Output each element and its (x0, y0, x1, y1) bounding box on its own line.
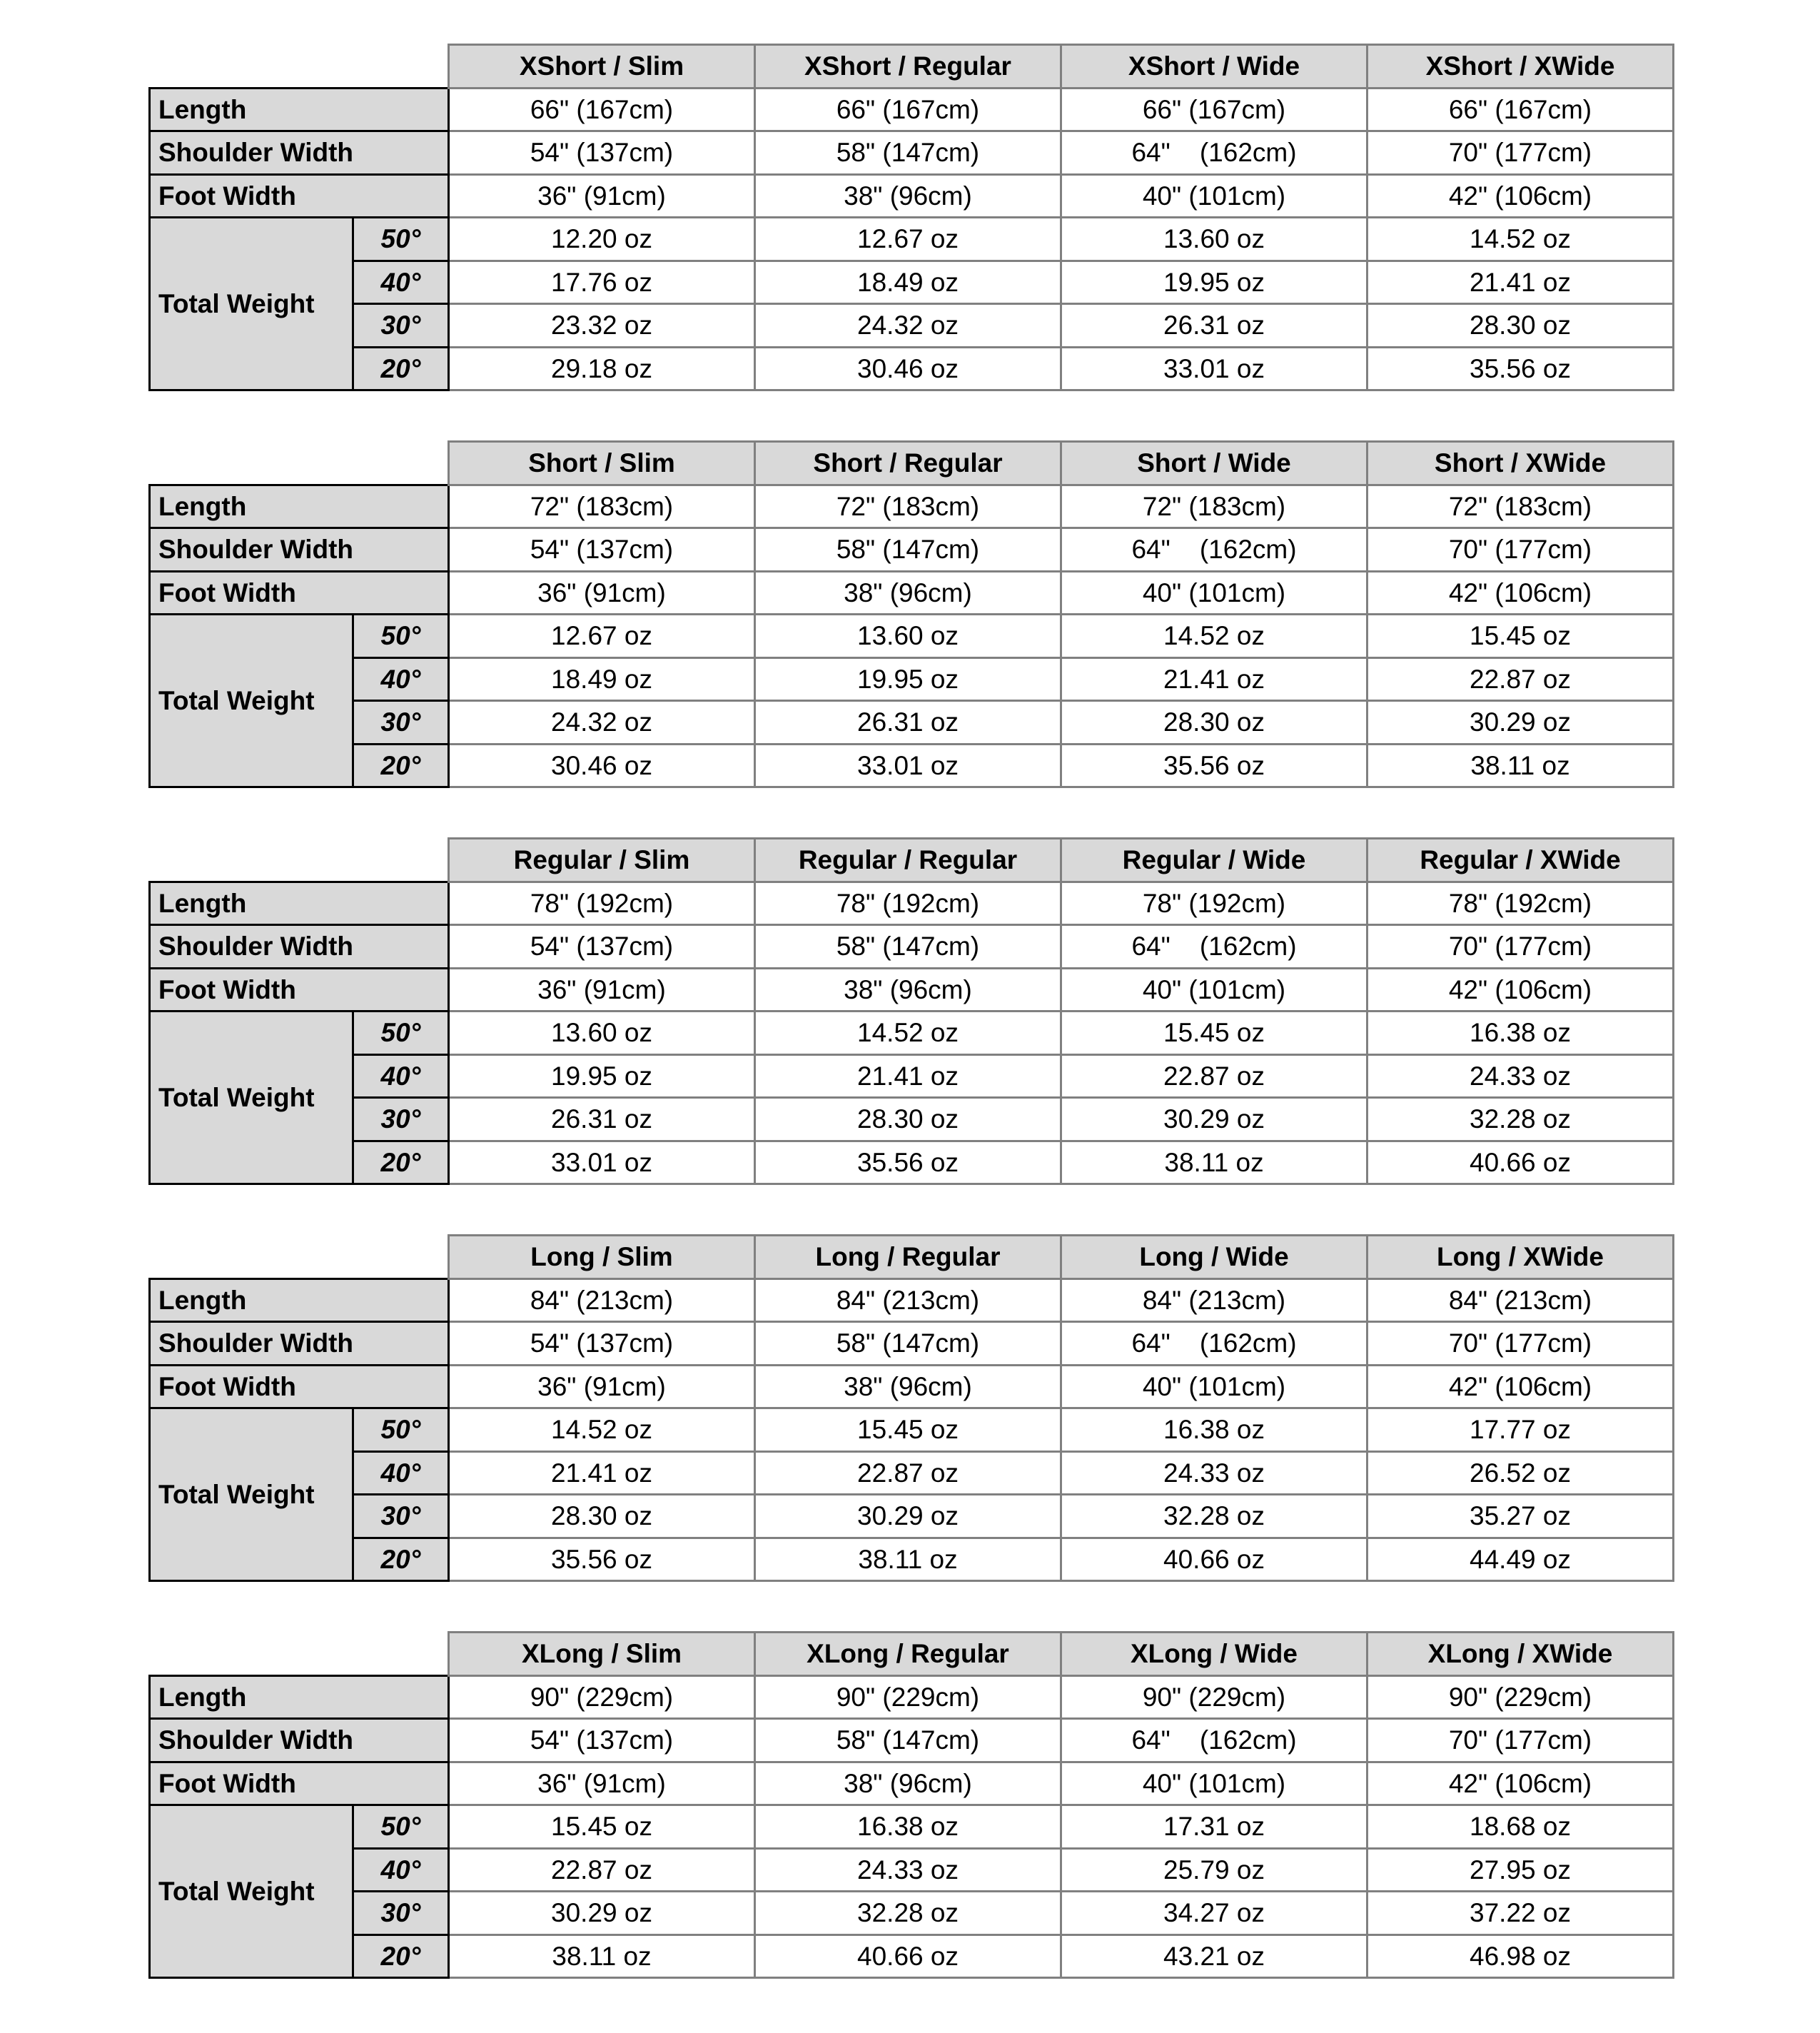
table-row (150, 1805, 1674, 1849)
column-header: Long / XWide (1367, 1236, 1674, 1279)
weight-cell: 14.52 oz (755, 1012, 1061, 1055)
weight-cell: 16.38 oz (1367, 1012, 1674, 1055)
value-cell: 58" (147cm) (755, 925, 1061, 969)
value-cell: 84" (213cm) (449, 1278, 755, 1322)
temperature-label: 50° (353, 1012, 449, 1055)
weight-cell: 12.67 oz (755, 218, 1061, 261)
row-label: Shoulder Width (150, 528, 449, 572)
value-cell: 42" (106cm) (1367, 1762, 1674, 1805)
row-label: Shoulder Width (150, 1322, 449, 1366)
table-row (150, 571, 1674, 615)
value-cell: 54" (137cm) (449, 1719, 755, 1762)
value-cell: 78" (192cm) (1061, 882, 1367, 925)
weight-cell: 35.56 oz (1367, 347, 1674, 390)
row-label: Shoulder Width (150, 925, 449, 969)
temperature-label: 20° (353, 1934, 449, 1978)
table-row (150, 701, 1674, 745)
weight-cell: 22.87 oz (1367, 657, 1674, 701)
weight-cell: 15.45 oz (755, 1408, 1061, 1452)
value-cell: 58" (147cm) (755, 1719, 1061, 1762)
header-row (150, 45, 1674, 89)
value-cell: 42" (106cm) (1367, 174, 1674, 218)
weight-cell: 13.60 oz (755, 615, 1061, 658)
value-cell: 84" (213cm) (755, 1278, 1061, 1322)
value-cell: 72" (183cm) (1061, 485, 1367, 528)
column-header: Short / Regular (755, 442, 1061, 485)
value-cell: 90" (229cm) (755, 1675, 1061, 1719)
weight-cell: 30.46 oz (755, 347, 1061, 390)
temperature-label: 50° (353, 1805, 449, 1849)
weight-cell: 19.95 oz (449, 1054, 755, 1098)
table-row (150, 1848, 1674, 1892)
value-cell: 54" (137cm) (449, 131, 755, 175)
size-table (148, 44, 1674, 391)
row-label: Total Weight (150, 1012, 353, 1184)
table-row (150, 968, 1674, 1012)
weight-cell: 35.27 oz (1367, 1495, 1674, 1538)
weight-cell: 24.33 oz (755, 1848, 1061, 1892)
weight-cell: 32.28 oz (755, 1892, 1061, 1935)
row-label: Foot Width (150, 968, 449, 1012)
value-cell: 72" (183cm) (1367, 485, 1674, 528)
value-cell: 78" (192cm) (1367, 882, 1674, 925)
weight-cell: 21.41 oz (449, 1451, 755, 1495)
temperature-label: 40° (353, 1848, 449, 1892)
weight-cell: 21.41 oz (1367, 261, 1674, 304)
table-row (150, 925, 1674, 969)
value-cell: 42" (106cm) (1367, 571, 1674, 615)
weight-cell: 30.29 oz (449, 1892, 755, 1935)
value-cell: 38" (96cm) (755, 1365, 1061, 1408)
column-header: Regular / Wide (1061, 839, 1367, 882)
weight-cell: 26.31 oz (1061, 304, 1367, 348)
weight-cell: 14.52 oz (1061, 615, 1367, 658)
weight-cell: 34.27 oz (1061, 1892, 1367, 1935)
value-cell: 72" (183cm) (449, 485, 755, 528)
temperature-label: 30° (353, 1495, 449, 1538)
temperature-label: 20° (353, 1538, 449, 1581)
column-header: Long / Regular (755, 1236, 1061, 1279)
value-cell: 58" (147cm) (755, 131, 1061, 175)
weight-cell: 18.49 oz (755, 261, 1061, 304)
table-row (150, 174, 1674, 218)
column-header: Long / Wide (1061, 1236, 1367, 1279)
header-row (150, 1633, 1674, 1676)
column-header: XLong / Slim (449, 1633, 755, 1676)
value-cell: 70" (177cm) (1367, 925, 1674, 969)
column-header: XShort / XWide (1367, 45, 1674, 89)
weight-cell: 24.33 oz (1061, 1451, 1367, 1495)
value-cell: 70" (177cm) (1367, 528, 1674, 572)
weight-cell: 40.66 oz (1367, 1141, 1674, 1184)
table-row (150, 744, 1674, 787)
row-label: Foot Width (150, 174, 449, 218)
row-label: Total Weight (150, 615, 353, 787)
row-label: Length (150, 88, 449, 131)
weight-cell: 23.32 oz (449, 304, 755, 348)
size-table (148, 1631, 1674, 1979)
table-row (150, 1408, 1674, 1452)
column-header: Regular / Slim (449, 839, 755, 882)
weight-cell: 28.30 oz (449, 1495, 755, 1538)
row-label: Foot Width (150, 1762, 449, 1805)
value-cell: 40" (101cm) (1061, 174, 1367, 218)
value-cell: 72" (183cm) (755, 485, 1061, 528)
header-blank-cell (150, 442, 449, 485)
weight-cell: 17.77 oz (1367, 1408, 1674, 1452)
table-row (150, 615, 1674, 658)
table-row (150, 1892, 1674, 1935)
weight-cell: 22.87 oz (1061, 1054, 1367, 1098)
weight-cell: 37.22 oz (1367, 1892, 1674, 1935)
row-label: Length (150, 1278, 449, 1322)
value-cell: 40" (101cm) (1061, 968, 1367, 1012)
header-blank-cell (150, 1236, 449, 1279)
value-cell: 36" (91cm) (449, 1365, 755, 1408)
column-header: XShort / Regular (755, 45, 1061, 89)
value-cell: 42" (106cm) (1367, 1365, 1674, 1408)
value-cell: 84" (213cm) (1061, 1278, 1367, 1322)
table-row (150, 218, 1674, 261)
weight-cell: 26.52 oz (1367, 1451, 1674, 1495)
table-row (150, 1365, 1674, 1408)
weight-cell: 35.56 oz (755, 1141, 1061, 1184)
value-cell: 64" (162cm) (1061, 925, 1367, 969)
temperature-label: 30° (353, 304, 449, 348)
weight-cell: 38.11 oz (755, 1538, 1061, 1581)
value-cell: 36" (91cm) (449, 571, 755, 615)
row-label: Total Weight (150, 218, 353, 390)
value-cell: 66" (167cm) (1061, 88, 1367, 131)
column-header: Short / Wide (1061, 442, 1367, 485)
row-label: Length (150, 1675, 449, 1719)
weight-cell: 40.66 oz (755, 1934, 1061, 1978)
weight-cell: 32.28 oz (1061, 1495, 1367, 1538)
row-label: Total Weight (150, 1805, 353, 1978)
weight-cell: 28.30 oz (1367, 304, 1674, 348)
value-cell: 78" (192cm) (449, 882, 755, 925)
value-cell: 40" (101cm) (1061, 1365, 1367, 1408)
value-cell: 36" (91cm) (449, 174, 755, 218)
value-cell: 38" (96cm) (755, 968, 1061, 1012)
column-header: XShort / Wide (1061, 45, 1367, 89)
table-row (150, 261, 1674, 304)
column-header: XLong / Wide (1061, 1633, 1367, 1676)
weight-cell: 12.20 oz (449, 218, 755, 261)
table-row (150, 1495, 1674, 1538)
value-cell: 64" (162cm) (1061, 1322, 1367, 1366)
header-row (150, 839, 1674, 882)
table-row (150, 1538, 1674, 1581)
table-row (150, 1141, 1674, 1184)
table-row (150, 1322, 1674, 1366)
weight-cell: 14.52 oz (1367, 218, 1674, 261)
table-row (150, 347, 1674, 390)
temperature-label: 30° (353, 1892, 449, 1935)
value-cell: 38" (96cm) (755, 571, 1061, 615)
weight-cell: 15.45 oz (1367, 615, 1674, 658)
header-blank-cell (150, 839, 449, 882)
size-table (148, 440, 1674, 788)
weight-cell: 13.60 oz (449, 1012, 755, 1055)
temperature-label: 20° (353, 1141, 449, 1184)
header-row (150, 442, 1674, 485)
weight-cell: 19.95 oz (755, 657, 1061, 701)
value-cell: 64" (162cm) (1061, 528, 1367, 572)
table-row (150, 882, 1674, 925)
weight-cell: 21.41 oz (755, 1054, 1061, 1098)
table-row (150, 131, 1674, 175)
header-blank-cell (150, 1633, 449, 1676)
table-row (150, 1098, 1674, 1141)
table-row (150, 1719, 1674, 1762)
weight-cell: 38.11 oz (449, 1934, 755, 1978)
weight-cell: 44.49 oz (1367, 1538, 1674, 1581)
table-row (150, 485, 1674, 528)
value-cell: 54" (137cm) (449, 528, 755, 572)
row-label: Foot Width (150, 571, 449, 615)
value-cell: 90" (229cm) (1367, 1675, 1674, 1719)
weight-cell: 22.87 oz (449, 1848, 755, 1892)
weight-cell: 13.60 oz (1061, 218, 1367, 261)
weight-cell: 33.01 oz (449, 1141, 755, 1184)
row-label: Shoulder Width (150, 131, 449, 175)
weight-cell: 19.95 oz (1061, 261, 1367, 304)
value-cell: 42" (106cm) (1367, 968, 1674, 1012)
table-row (150, 1762, 1674, 1805)
weight-cell: 16.38 oz (755, 1805, 1061, 1849)
value-cell: 54" (137cm) (449, 1322, 755, 1366)
temperature-label: 50° (353, 218, 449, 261)
weight-cell: 25.79 oz (1061, 1848, 1367, 1892)
value-cell: 66" (167cm) (1367, 88, 1674, 131)
weight-cell: 26.31 oz (755, 701, 1061, 745)
temperature-label: 40° (353, 1054, 449, 1098)
value-cell: 36" (91cm) (449, 1762, 755, 1805)
weight-cell: 35.56 oz (1061, 744, 1367, 787)
table-row (150, 88, 1674, 131)
weight-cell: 30.46 oz (449, 744, 755, 787)
temperature-label: 40° (353, 1451, 449, 1495)
weight-cell: 24.32 oz (755, 304, 1061, 348)
value-cell: 64" (162cm) (1061, 1719, 1367, 1762)
value-cell: 66" (167cm) (755, 88, 1061, 131)
table-row (150, 1675, 1674, 1719)
column-header: XLong / XWide (1367, 1633, 1674, 1676)
table-row (150, 1451, 1674, 1495)
weight-cell: 16.38 oz (1061, 1408, 1367, 1452)
value-cell: 70" (177cm) (1367, 1322, 1674, 1366)
column-header: XLong / Regular (755, 1633, 1061, 1676)
weight-cell: 18.49 oz (449, 657, 755, 701)
weight-cell: 28.30 oz (1061, 701, 1367, 745)
value-cell: 78" (192cm) (755, 882, 1061, 925)
table-row (150, 1278, 1674, 1322)
weight-cell: 12.67 oz (449, 615, 755, 658)
column-header: Short / Slim (449, 442, 755, 485)
value-cell: 36" (91cm) (449, 968, 755, 1012)
column-header: XShort / Slim (449, 45, 755, 89)
weight-cell: 26.31 oz (449, 1098, 755, 1141)
weight-cell: 22.87 oz (755, 1451, 1061, 1495)
weight-cell: 30.29 oz (1367, 701, 1674, 745)
table-row (150, 1012, 1674, 1055)
weight-cell: 14.52 oz (449, 1408, 755, 1452)
size-table (148, 1234, 1674, 1582)
table-row (150, 1934, 1674, 1978)
weight-cell: 38.11 oz (1367, 744, 1674, 787)
table-row (150, 657, 1674, 701)
weight-cell: 33.01 oz (755, 744, 1061, 787)
value-cell: 54" (137cm) (449, 925, 755, 969)
table-row (150, 304, 1674, 348)
size-table (148, 837, 1674, 1185)
value-cell: 70" (177cm) (1367, 1719, 1674, 1762)
weight-cell: 43.21 oz (1061, 1934, 1367, 1978)
weight-cell: 30.29 oz (1061, 1098, 1367, 1141)
weight-cell: 24.33 oz (1367, 1054, 1674, 1098)
temperature-label: 40° (353, 261, 449, 304)
weight-cell: 27.95 oz (1367, 1848, 1674, 1892)
value-cell: 84" (213cm) (1367, 1278, 1674, 1322)
table-row (150, 1054, 1674, 1098)
row-label: Total Weight (150, 1408, 353, 1581)
row-label: Foot Width (150, 1365, 449, 1408)
weight-cell: 40.66 oz (1061, 1538, 1367, 1581)
value-cell: 38" (96cm) (755, 1762, 1061, 1805)
weight-cell: 29.18 oz (449, 347, 755, 390)
temperature-label: 40° (353, 657, 449, 701)
weight-cell: 32.28 oz (1367, 1098, 1674, 1141)
value-cell: 40" (101cm) (1061, 1762, 1367, 1805)
weight-cell: 30.29 oz (755, 1495, 1061, 1538)
weight-cell: 15.45 oz (449, 1805, 755, 1849)
temperature-label: 20° (353, 744, 449, 787)
value-cell: 66" (167cm) (449, 88, 755, 131)
row-label: Shoulder Width (150, 1719, 449, 1762)
row-label: Length (150, 882, 449, 925)
value-cell: 58" (147cm) (755, 528, 1061, 572)
header-row (150, 1236, 1674, 1279)
value-cell: 64" (162cm) (1061, 131, 1367, 175)
column-header: Regular / XWide (1367, 839, 1674, 882)
weight-cell: 35.56 oz (449, 1538, 755, 1581)
temperature-label: 30° (353, 701, 449, 745)
value-cell: 70" (177cm) (1367, 131, 1674, 175)
header-blank-cell (150, 45, 449, 89)
temperature-label: 20° (353, 347, 449, 390)
value-cell: 38" (96cm) (755, 174, 1061, 218)
weight-cell: 24.32 oz (449, 701, 755, 745)
weight-cell: 21.41 oz (1061, 657, 1367, 701)
temperature-label: 50° (353, 615, 449, 658)
weight-cell: 33.01 oz (1061, 347, 1367, 390)
temperature-label: 30° (353, 1098, 449, 1141)
weight-cell: 17.31 oz (1061, 1805, 1367, 1849)
value-cell: 40" (101cm) (1061, 571, 1367, 615)
weight-cell: 18.68 oz (1367, 1805, 1674, 1849)
value-cell: 58" (147cm) (755, 1322, 1061, 1366)
weight-cell: 46.98 oz (1367, 1934, 1674, 1978)
weight-cell: 17.76 oz (449, 261, 755, 304)
value-cell: 90" (229cm) (449, 1675, 755, 1719)
column-header: Short / XWide (1367, 442, 1674, 485)
value-cell: 90" (229cm) (1061, 1675, 1367, 1719)
column-header: Regular / Regular (755, 839, 1061, 882)
table-row (150, 528, 1674, 572)
weight-cell: 38.11 oz (1061, 1141, 1367, 1184)
temperature-label: 50° (353, 1408, 449, 1452)
row-label: Length (150, 485, 449, 528)
weight-cell: 28.30 oz (755, 1098, 1061, 1141)
column-header: Long / Slim (449, 1236, 755, 1279)
weight-cell: 15.45 oz (1061, 1012, 1367, 1055)
